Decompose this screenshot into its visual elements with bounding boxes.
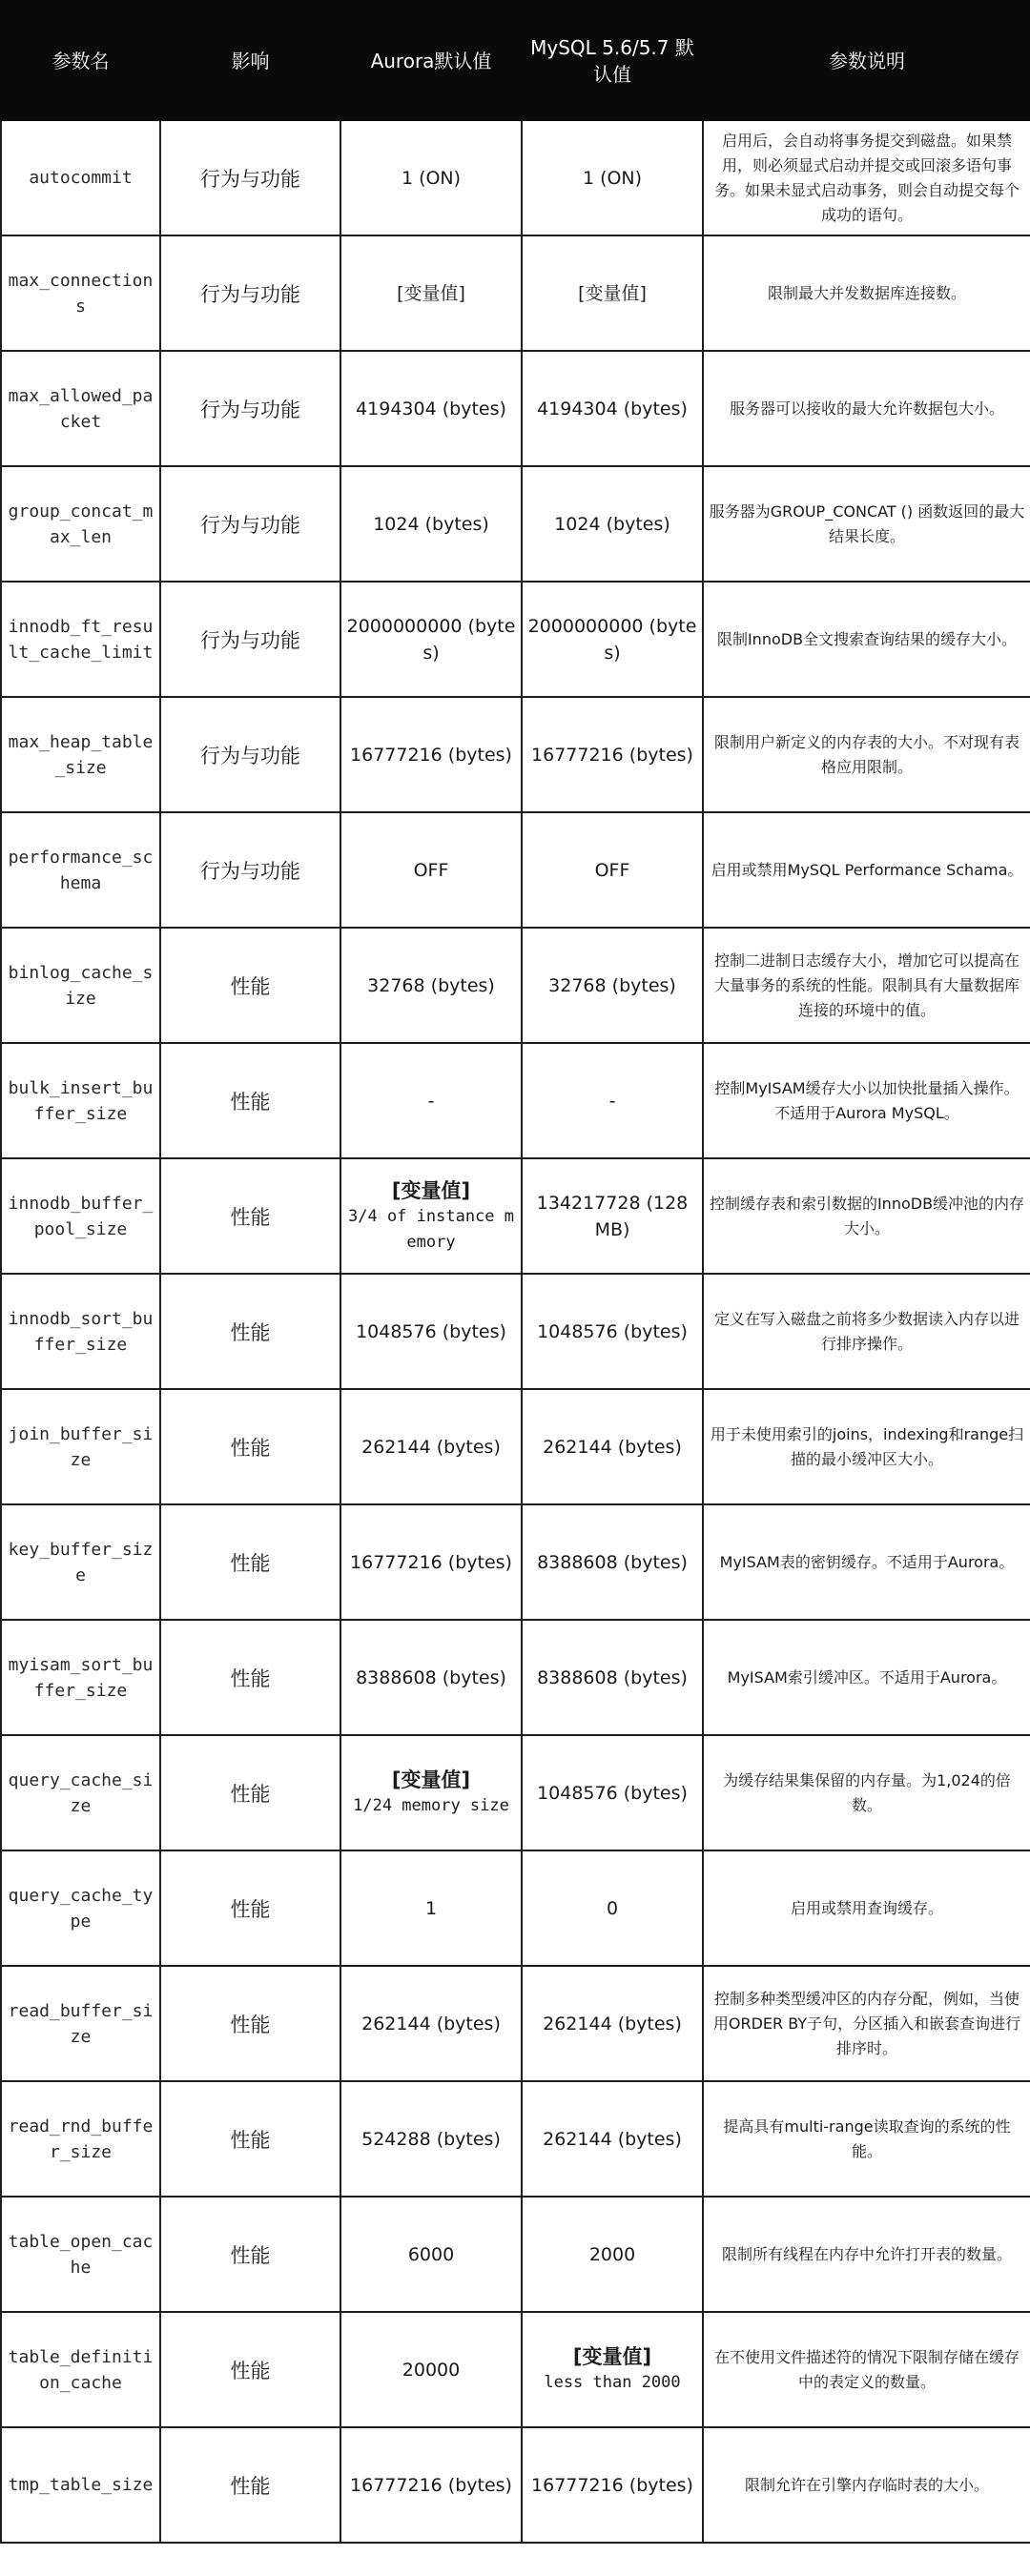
table-row [1,582,1030,697]
parameter-name-cell: query_cache_size [1,1735,160,1850]
table-row [1,1274,1030,1389]
description-cell: 限制InnoDB全文搜索查询结果的缓存大小。 [703,582,1030,697]
aurora-default-cell: 4194304 (bytes) [340,351,522,466]
description-cell: 控制二进制日志缓存大小，增加它可以提高在大量事务的系统的性能。限制具有大量数据库连接的环境中的值。 [703,928,1030,1043]
impact-cell: 性能 [160,1620,340,1735]
mysql-default-cell: 8388608 (bytes) [522,1620,703,1735]
description-cell: 定义在写入磁盘之前将多少数据读入内存以进行排序操作。 [703,1274,1030,1389]
impact-cell: 性能 [160,1274,340,1389]
header-parameter-name: 参数名 [1,1,160,120]
aurora-default-cell: 1048576 (bytes) [340,1274,522,1389]
aurora-default-cell: 524288 (bytes) [340,2081,522,2197]
aurora-default-cell: 262144 (bytes) [340,1389,522,1504]
parameter-name-cell: read_buffer_size [1,1966,160,2081]
impact-cell: 性能 [160,1735,340,1850]
variable-value-label: [变量值] [391,1178,471,1202]
description-cell: 限制用户新定义的内存表的大小。不对现有表格应用限制。 [703,697,1030,812]
table-row [1,1620,1030,1735]
impact-cell: 性能 [160,2197,340,2312]
aurora-default-cell: 1024 (bytes) [340,466,522,582]
table-row [1,928,1030,1043]
aurora-default-cell: - [340,1043,522,1158]
mysql-default-cell: 1 (ON) [522,120,703,235]
description-cell: 用于未使用索引的joins，indexing和range扫描的最小缓冲区大小。 [703,1389,1030,1504]
table-row [1,1043,1030,1158]
aurora-default-cell: 262144 (bytes) [340,1966,522,2081]
parameter-name-cell: performance_schema [1,812,160,928]
parameter-name-cell: table_definition_cache [1,2312,160,2427]
variable-value-note: 1/24 memory size [353,1796,509,1815]
aurora-default-cell: 16777216 (bytes) [340,697,522,812]
mysql-default-cell: 0 [522,1850,703,1966]
mysql-default-cell: [变量值] [522,235,703,351]
mysql-default-cell: 8388608 (bytes) [522,1504,703,1620]
mysql-default-cell: 32768 (bytes) [522,928,703,1043]
impact-cell: 行为与功能 [160,697,340,812]
parameter-name-cell: innodb_ft_result_cache_limit [1,582,160,697]
impact-cell: 性能 [160,2081,340,2197]
parameter-name-cell: max_heap_table_size [1,697,160,812]
description-cell: MyISAM表的密钥缓存。不适用于Aurora。 [703,1504,1030,1620]
aurora-default-cell: 6000 [340,2197,522,2312]
impact-cell: 性能 [160,1158,340,1274]
parameter-name-cell: join_buffer_size [1,1389,160,1504]
aurora-default-cell: 8388608 (bytes) [340,1620,522,1735]
table-row [1,697,1030,812]
table-row [1,2427,1030,2543]
impact-cell: 行为与功能 [160,582,340,697]
impact-cell: 行为与功能 [160,812,340,928]
parameter-name-cell: key_buffer_size [1,1504,160,1620]
impact-cell: 行为与功能 [160,120,340,235]
mysql-default-cell: 16777216 (bytes) [522,697,703,812]
table-row [1,1735,1030,1850]
parameter-name-cell: group_concat_max_len [1,466,160,582]
parameter-name-cell: max_allowed_packet [1,351,160,466]
aurora-default-cell: [变量值] [340,235,522,351]
table-row [1,812,1030,928]
description-cell: 启用后，会自动将事务提交到磁盘。如果禁用，则必须显式启动并提交或回滚多语句事务。如果未显式启动事务，则会自动提交每个成功的语句。 [703,120,1030,235]
aurora-default-cell: 1 [340,1850,522,1966]
mysql-default-cell: - [522,1043,703,1158]
parameter-name-cell: myisam_sort_buffer_size [1,1620,160,1735]
variable-value-note: 3/4 of instance memory [348,1206,514,1252]
description-cell: 启用或禁用查询缓存。 [703,1850,1030,1966]
description-cell: 限制所有线程在内存中允许打开表的数量。 [703,2197,1030,2312]
impact-cell: 性能 [160,1504,340,1620]
table-row [1,351,1030,466]
table-row [1,1389,1030,1504]
description-cell: 为缓存结果集保留的内存量。为1,024的倍数。 [703,1735,1030,1850]
impact-cell: 行为与功能 [160,235,340,351]
description-cell: MyISAM索引缓冲区。不适用于Aurora。 [703,1620,1030,1735]
impact-cell: 性能 [160,928,340,1043]
description-cell: 服务器为GROUP_CONCAT () 函数返回的最大结果长度。 [703,466,1030,582]
aurora-default-cell [340,1158,522,1274]
table-row [1,1850,1030,1966]
impact-cell: 行为与功能 [160,351,340,466]
parameter-name-cell: max_connections [1,235,160,351]
mysql-default-cell: 262144 (bytes) [522,1966,703,2081]
parameter-name-cell: innodb_sort_buffer_size [1,1274,160,1389]
aurora-default-cell: 16777216 (bytes) [340,2427,522,2543]
parameter-name-cell: innodb_buffer_pool_size [1,1158,160,1274]
header-aurora-default: Aurora默认值 [340,1,522,120]
impact-cell: 性能 [160,2427,340,2543]
mysql-default-cell: 1048576 (bytes) [522,1274,703,1389]
mysql-default-cell: 2000 [522,2197,703,2312]
parameter-name-cell: autocommit [1,120,160,235]
mysql-default-cell: 2000000000 (bytes) [522,582,703,697]
mysql-default-cell: 262144 (bytes) [522,2081,703,2197]
mysql-default-cell: OFF [522,812,703,928]
table-body [1,120,1030,2543]
aurora-default-cell: 2000000000 (bytes) [340,582,522,697]
variable-value-label: [变量值] [572,2345,652,2368]
impact-cell: 行为与功能 [160,466,340,582]
impact-cell: 性能 [160,1043,340,1158]
aurora-default-cell: OFF [340,812,522,928]
parameter-name-cell: tmp_table_size [1,2427,160,2543]
mysql-default-cell: 1048576 (bytes) [522,1735,703,1850]
aurora-default-cell: 16777216 (bytes) [340,1504,522,1620]
table-row [1,2197,1030,2312]
table-row [1,466,1030,582]
header-description: 参数说明 [703,1,1030,120]
variable-value-label: [变量值] [391,1768,471,1791]
mysql-default-cell: 4194304 (bytes) [522,351,703,466]
table-row [1,2312,1030,2427]
header-row [1,1,1030,120]
mysql-default-cell: 16777216 (bytes) [522,2427,703,2543]
description-cell: 启用或禁用MySQL Performance Schama。 [703,812,1030,928]
header-impact: 影响 [160,1,340,120]
table-row [1,1158,1030,1274]
description-cell: 控制多种类型缓冲区的内存分配，例如，当使用ORDER BY子句，分区插入和嵌套查询进行排序时。 [703,1966,1030,2081]
aurora-default-cell: 1 (ON) [340,120,522,235]
table-row [1,1966,1030,2081]
aurora-default-cell: 20000 [340,2312,522,2427]
table-row [1,235,1030,351]
description-cell: 控制MyISAM缓存大小以加快批量插入操作。不适用于Aurora MySQL。 [703,1043,1030,1158]
header-mysql-default: MySQL 5.6/5.7 默认值 [522,1,703,120]
description-cell: 在不使用文件描述符的情况下限制存储在缓存中的表定义的数量。 [703,2312,1030,2427]
mysql-default-cell [522,2312,703,2427]
impact-cell: 性能 [160,2312,340,2427]
impact-cell: 性能 [160,1850,340,1966]
mysql-default-cell: 134217728 (128 MB) [522,1158,703,1274]
aurora-default-cell: 32768 (bytes) [340,928,522,1043]
parameter-name-cell: bulk_insert_buffer_size [1,1043,160,1158]
table-row [1,1504,1030,1620]
variable-value-note: less than 2000 [544,2373,681,2392]
description-cell: 服务器可以接收的最大允许数据包大小。 [703,351,1030,466]
parameter-name-cell: read_rnd_buffer_size [1,2081,160,2197]
parameter-name-cell: binlog_cache_size [1,928,160,1043]
aurora-default-cell [340,1735,522,1850]
parameter-name-cell: query_cache_type [1,1850,160,1966]
mysql-default-cell: 1024 (bytes) [522,466,703,582]
description-cell: 控制缓存表和索引数据的InnoDB缓冲池的内存大小。 [703,1158,1030,1274]
description-cell: 提高具有multi-range读取查询的系统的性能。 [703,2081,1030,2197]
impact-cell: 性能 [160,1389,340,1504]
impact-cell: 性能 [160,1966,340,2081]
description-cell: 限制允许在引擎内存临时表的大小。 [703,2427,1030,2543]
parameter-name-cell: table_open_cache [1,2197,160,2312]
mysql-default-cell: 262144 (bytes) [522,1389,703,1504]
description-cell: 限制最大并发数据库连接数。 [703,235,1030,351]
table-row [1,120,1030,235]
table-row [1,2081,1030,2197]
